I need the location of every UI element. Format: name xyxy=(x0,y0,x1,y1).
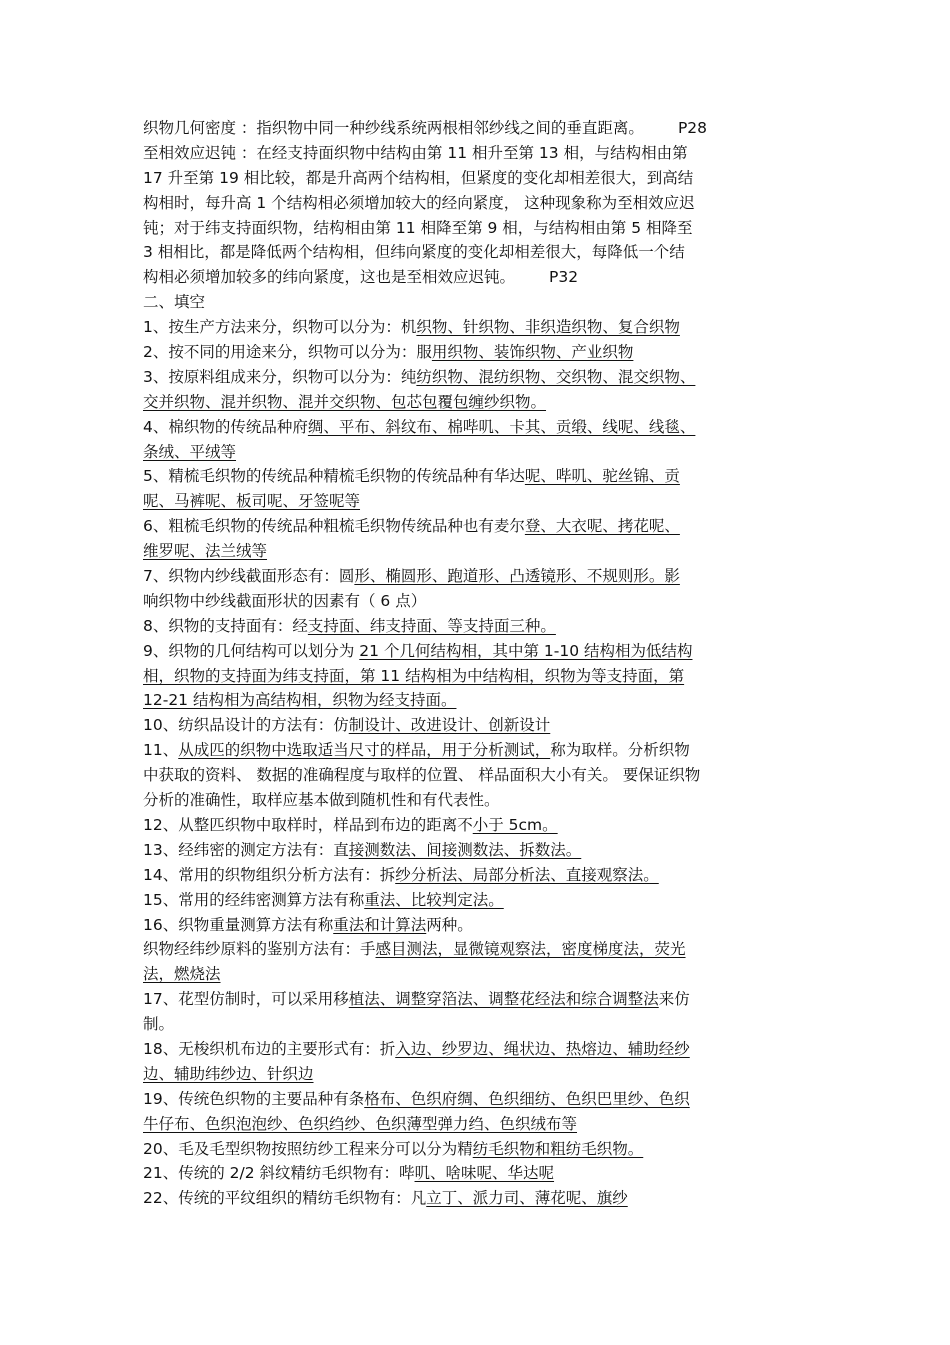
fill-in-line xyxy=(143,1161,823,1186)
question-text: 12、从整匹织物中取样时，样品到布边的距离不 xyxy=(143,815,473,834)
fill-in-line xyxy=(143,838,823,863)
page-reference: P32 xyxy=(549,268,579,287)
fill-in-line xyxy=(143,1062,823,1087)
question-text: 19、传统色织物的主要品种有条 xyxy=(143,1089,365,1108)
answer-text: 21 个几何结构相，其中第 1-10 结构相为低结构 xyxy=(359,641,693,660)
answer-text: 呢、哔叽、驼丝锦、贡 xyxy=(524,467,680,486)
question-text: 16、织物重量测算方法有称 xyxy=(143,915,334,934)
fill-in-line xyxy=(143,589,823,614)
question-text: 3、按原料组成来分，织物可以分为：纯 xyxy=(143,367,417,386)
heading-text: 二、填空 xyxy=(143,293,206,312)
fill-in-line xyxy=(143,390,823,415)
fill-in-line xyxy=(143,813,823,838)
definition-line xyxy=(143,191,823,216)
answer-text: 登、大衣呢、拷花呢、 xyxy=(524,517,680,536)
fill-in-line xyxy=(143,564,823,589)
fill-in-line xyxy=(143,539,823,564)
question-text: 17、花型仿制时，可以采用移 xyxy=(143,990,349,1009)
question-text: 2、按不同的用途来分，织物可以分为：服 xyxy=(143,343,432,362)
fill-in-line xyxy=(143,738,823,763)
answer-text: 从成匹的织物中选取适当尺寸的样品，用于分析测试， xyxy=(178,741,551,760)
question-text: 1、按生产方法来分，织物可以分为：机 xyxy=(143,318,417,337)
text-segment: 17 升至第 19 相比较，都是升高两个结构相，但紧度的变化却相差很大，到高结 xyxy=(143,168,694,187)
fill-in-line xyxy=(143,415,823,440)
question-text: 8、织物的支持面有：经 xyxy=(143,616,308,635)
answer-text: 呢、马裤呢、板司呢、牙签呢等 xyxy=(143,492,361,511)
fill-in-line xyxy=(143,464,823,489)
question-text: 织物经纬纱原料的鉴别方法有：手 xyxy=(143,940,376,959)
answer-text: 绸、平布、斜纹布、棉哔叽、卡其、贡缎、线呢、线毯、 xyxy=(307,417,696,436)
answer-text: 维罗呢、法兰绒等 xyxy=(143,542,268,561)
fill-in-line xyxy=(143,440,823,465)
question-text: 4、棉织物的传统品种府 xyxy=(143,417,308,436)
definition-line xyxy=(143,216,823,241)
fill-in-line xyxy=(143,937,823,962)
answer-text: 立丁、派力司、薄花呢、旗纱 xyxy=(426,1189,628,1208)
answer-text: 重法和计算法 xyxy=(333,915,427,934)
answer-text: 用织物、装饰织物、产业织物 xyxy=(431,343,634,362)
question-text: 11、 xyxy=(143,741,179,760)
fill-in-line xyxy=(143,1087,823,1112)
question-text: 5、精梳毛织物的传统品种精梳毛织物的传统品种有华达 xyxy=(143,467,525,486)
question-text: 响织物中纱线截面形状的因素有（ 6 点） xyxy=(143,591,427,610)
page-reference: P28 xyxy=(677,119,708,137)
question-text: 10、纺织品设计的方法有：仿 xyxy=(143,716,349,735)
answer-text: 条绒、平绒等 xyxy=(143,442,237,461)
question-text: 称为取样。分析织物 xyxy=(550,741,690,760)
definition-line xyxy=(143,116,823,141)
fill-in-line xyxy=(143,315,823,340)
fill-in-line xyxy=(143,614,823,639)
question-text: 分析的准确性，取样应基本做到随机性和有代表性。 xyxy=(143,791,500,810)
answer-text: 植法、调整穿箔法、调整花经法和综合调整法 xyxy=(348,990,659,1009)
fill-in-line xyxy=(143,514,823,539)
answer-text: 纱分析法、局部分析法、直接观察法。 xyxy=(395,865,659,884)
text-segment: 构相时，每升高 1 个结构相必须增加较大的经向紧度， 这种现象称为至相效应迟 xyxy=(143,193,695,212)
answer-text: 支持面、纬支持面、等支持面三种。 xyxy=(307,616,556,635)
fill-in-line xyxy=(143,489,823,514)
answer-text: 纺毛织物和粗纺毛织物。 xyxy=(472,1139,644,1158)
fill-in-line xyxy=(143,664,823,689)
definition-line xyxy=(143,166,823,191)
fill-in-line xyxy=(143,763,823,788)
question-text: 18、无梭织机布边的主要形式有：折 xyxy=(143,1039,396,1058)
answer-text: 制设计、改进设计、创新设计 xyxy=(348,716,551,735)
fill-in-line xyxy=(143,1037,823,1062)
answer-text: 感目测法，显微镜观察法，密度梯度法，荧光 xyxy=(375,940,686,959)
question-text: 21、传统的 2/2 斜纹精纺毛织物有：哔 xyxy=(143,1164,415,1183)
answer-text: 边、辅助纬纱边、针织边 xyxy=(143,1064,314,1083)
question-text: 22、传统的平纹组织的精纺毛织物有：凡 xyxy=(143,1189,427,1208)
question-text: 6、粗梳毛织物的传统品种粗梳毛织物传统品种也有麦尔 xyxy=(143,517,525,536)
question-text: 制。 xyxy=(143,1015,175,1034)
question-text: 15、常用的经纬密测算方法有称 xyxy=(143,890,365,909)
text-segment: 织物几何密度 ：指织物中同一种纱线系统两根相邻纱线之间的垂直距离。 xyxy=(143,119,644,137)
fill-in-line xyxy=(143,688,823,713)
question-text: 14、常用的织物组织分析方法有：拆 xyxy=(143,865,396,884)
definition-line xyxy=(143,265,823,290)
text-segment: 钝；对于纬支持面织物，结构相由第 11 相降至第 9 相，与结构相由第 5 相降至 xyxy=(143,218,693,237)
fill-in-line xyxy=(143,639,823,664)
fill-in-line xyxy=(143,962,823,987)
fill-in-line xyxy=(143,1137,823,1162)
question-text: 来仿 xyxy=(658,990,690,1009)
question-text: 13、经纬密的测定方法有：直 xyxy=(143,840,349,859)
text-segment: 3 相相比，都是降低两个结构相，但纬向紧度的变化却相差很大，每降低一个结 xyxy=(143,243,685,262)
answer-text: 织物、针织物、非织造织物、复合织物 xyxy=(416,318,680,337)
text-segment: 至相效应迟钝 ：在经支持面织物中结构由第 11 相升至第 13 相，与结构相由第 xyxy=(143,143,688,162)
answer-text: 重法、比较判定法。 xyxy=(364,890,504,909)
section-heading xyxy=(143,290,823,315)
question-text: 两种。 xyxy=(426,915,473,934)
definition-line xyxy=(143,240,823,265)
question-text: 20、毛及毛型织物按照纺纱工程来分可以分为精 xyxy=(143,1139,473,1158)
definition-line xyxy=(143,141,823,166)
answer-text: 12-21 结构相为高结构相，织物为经支持面。 xyxy=(143,691,457,710)
fill-in-line xyxy=(143,713,823,738)
fill-in-line xyxy=(143,888,823,913)
answer-text: 接测数法、间接测数法、拆数法。 xyxy=(348,840,582,859)
answer-text: 牛仔布、色织泡泡纱、色织绉纱、色织薄型弹力绉、色织绒布等 xyxy=(143,1114,578,1133)
text-segment: 构相必须增加较多的纬向紧度，这也是至相效应迟钝。 xyxy=(143,268,516,287)
fill-in-line xyxy=(143,863,823,888)
answer-text: 格布、色织府绸、色织细纺、色织巴里纱、色织 xyxy=(364,1089,690,1108)
question-text: 中获取的资料、 数据的准确程度与取样的位置、 样品面积大小有关。 要保证织物 xyxy=(143,766,701,785)
fill-in-line xyxy=(143,1012,823,1037)
fill-in-line xyxy=(143,1112,823,1137)
fill-in-line xyxy=(143,913,823,938)
fill-in-line xyxy=(143,987,823,1012)
answer-text: 交并织物、混并织物、混并交织物、包芯包覆包缠纱织物。 xyxy=(143,392,547,411)
answer-text: 叽、啥味呢、华达呢 xyxy=(414,1164,555,1183)
answer-text: 入边、纱罗边、绳状边、热熔边、辅助经纱 xyxy=(395,1039,690,1058)
question-text: 7、织物内纱线截面形态有：圆 xyxy=(143,567,355,586)
fill-in-line xyxy=(143,365,823,390)
fill-in-line xyxy=(143,1186,823,1211)
answer-text: 纺织物、混纺织物、交织物、混交织物、 xyxy=(416,367,696,386)
answer-text: 法，燃烧法 xyxy=(143,965,221,984)
question-text: 9、织物的几何结构可以划分为 xyxy=(143,641,360,660)
answer-text: 小于 5cm。 xyxy=(472,815,558,834)
answer-text: 相，织物的支持面为纬支持面，第 11 结构相为中结构相，织物为等支持面，第 xyxy=(143,666,685,685)
answer-text: 形、椭圆形、跑道形、凸透镜形、不规则形。影 xyxy=(354,567,680,586)
document-body xyxy=(143,116,823,1211)
fill-in-line xyxy=(143,788,823,813)
fill-in-line xyxy=(143,340,823,365)
